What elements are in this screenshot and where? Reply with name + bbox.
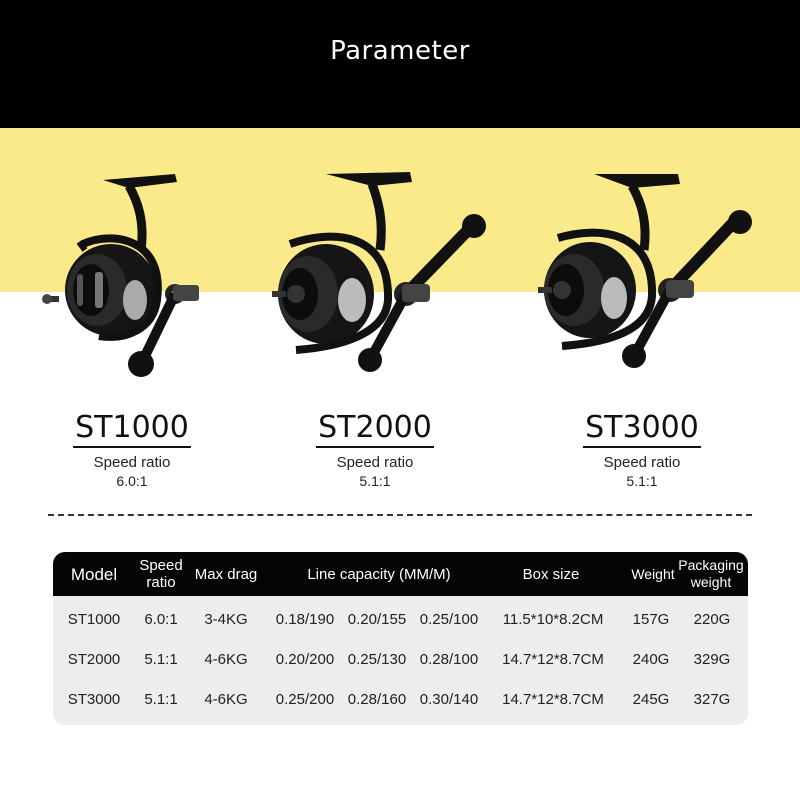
speed-ratio-value: 5.1:1 [626,473,658,489]
dashed-divider [48,514,752,516]
cell-line-3: 0.28/100 [419,650,479,668]
cell-packaging-weight: 329G [693,650,731,668]
model-block-st2000 [255,410,495,490]
header-bar [0,0,800,128]
cell-weight: 240G [632,650,670,668]
cell-line-2: 0.20/155 [347,610,407,628]
cell-line-1: 0.25/200 [275,690,335,708]
cell-max-drag: 3-4KG [204,610,248,628]
cell-speed-ratio: 6.0:1 [144,610,178,628]
speed-ratio-value: 5.1:1 [359,473,391,489]
header-speed-ratio-line1: Speed [139,557,183,574]
model-name: ST2000 [316,410,434,448]
cell-line-2: 0.25/130 [347,650,407,668]
cell-max-drag: 4-6KG [204,690,248,708]
speed-ratio-label: Speed ratio [336,454,414,471]
header-box-size: Box size [522,565,580,583]
speed-ratio-value: 6.0:1 [116,473,148,489]
model-name: ST3000 [583,410,701,448]
cell-packaging-weight: 327G [693,690,731,708]
table-row [53,639,748,679]
cell-box-size: 11.5*10*8.2CM [502,610,604,628]
model-block-st1000 [12,410,252,490]
cell-speed-ratio: 5.1:1 [144,690,178,708]
speed-ratio-label: Speed ratio [603,454,681,471]
reel-image-st2000 [260,160,500,390]
header-speed-ratio-line2: ratio [146,574,176,591]
speed-ratio-label: Speed ratio [93,454,171,471]
cell-line-3: 0.30/140 [419,690,479,708]
cell-box-size: 14.7*12*8.7CM [502,690,604,708]
cell-model: ST2000 [67,650,121,668]
table-row [53,679,748,719]
header-weight: Weight [631,565,675,582]
cell-line-2: 0.28/160 [347,690,407,708]
cell-weight: 157G [632,610,670,628]
cell-max-drag: 4-6KG [204,650,248,668]
reel-image-st3000 [528,160,768,390]
table-header [53,552,748,596]
cell-speed-ratio: 5.1:1 [144,650,178,668]
cell-line-1: 0.18/190 [275,610,335,628]
table-row [53,599,748,639]
header-line-capacity: Line capacity (MM/M) [307,565,451,583]
header-speed-ratio [135,552,187,596]
model-name: ST1000 [73,410,191,448]
header-packaging-weight-line2: weight [690,574,732,590]
header-packaging-weight-line1: Packaging [678,557,744,573]
header-packaging-weight [677,552,745,596]
cell-weight: 245G [632,690,670,708]
header-max-drag: Max drag [194,565,258,583]
reel-image-st1000 [25,160,265,390]
model-block-st3000 [522,410,762,490]
spec-table [53,552,748,725]
cell-line-3: 0.25/100 [419,610,479,628]
cell-model: ST3000 [67,690,121,708]
cell-packaging-weight: 220G [693,610,731,628]
cell-line-1: 0.20/200 [275,650,335,668]
cell-box-size: 14.7*12*8.7CM [502,650,604,668]
cell-model: ST1000 [67,610,121,628]
header-model: Model [70,564,118,584]
page-title: Parameter [330,36,470,66]
